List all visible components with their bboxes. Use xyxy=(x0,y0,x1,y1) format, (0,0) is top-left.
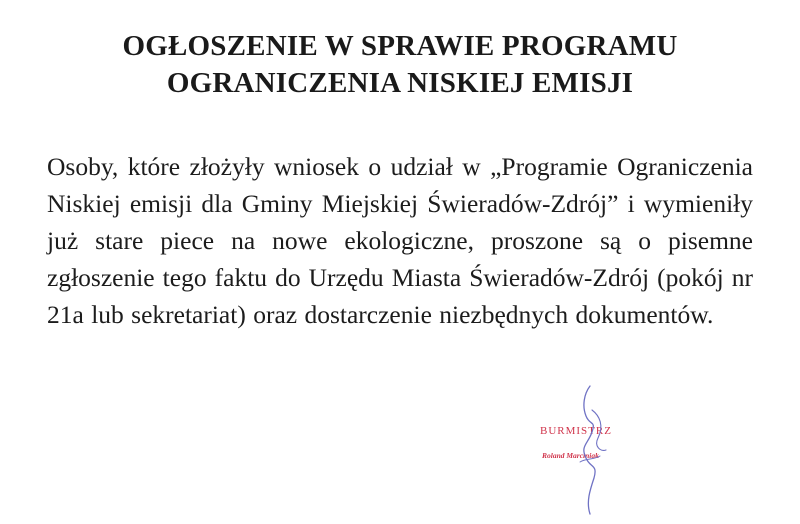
mayor-stamp xyxy=(520,380,670,520)
title-line-2: OGRANICZENIA NISKIEJ EMISJI xyxy=(166,67,634,99)
announcement-body: Osoby, które złożyły wniosek o udział w „Programie Ograniczenia Niskiej emisji dla Gminy Miejskiej Świeradów-Zdrój” i wymieniły już stare piece na nowe ekologiczne, proszone są o pisemne zgłoszenie tego faktu do Urzędu Miasta Świeradów-Zdrój (pokój nr 21a lub sekretariat) oraz dostarczenie niezbędnych dokumentów. xyxy=(47,152,753,329)
signature-icon xyxy=(520,380,670,520)
title-line-1: OGŁOSZENIE W SPRAWIE PROGRAMU xyxy=(122,30,678,62)
stamp-name: Roland Marciniak xyxy=(542,451,599,460)
announcement-title xyxy=(40,28,760,102)
stamp-title: BURMISTRZ xyxy=(540,425,612,437)
